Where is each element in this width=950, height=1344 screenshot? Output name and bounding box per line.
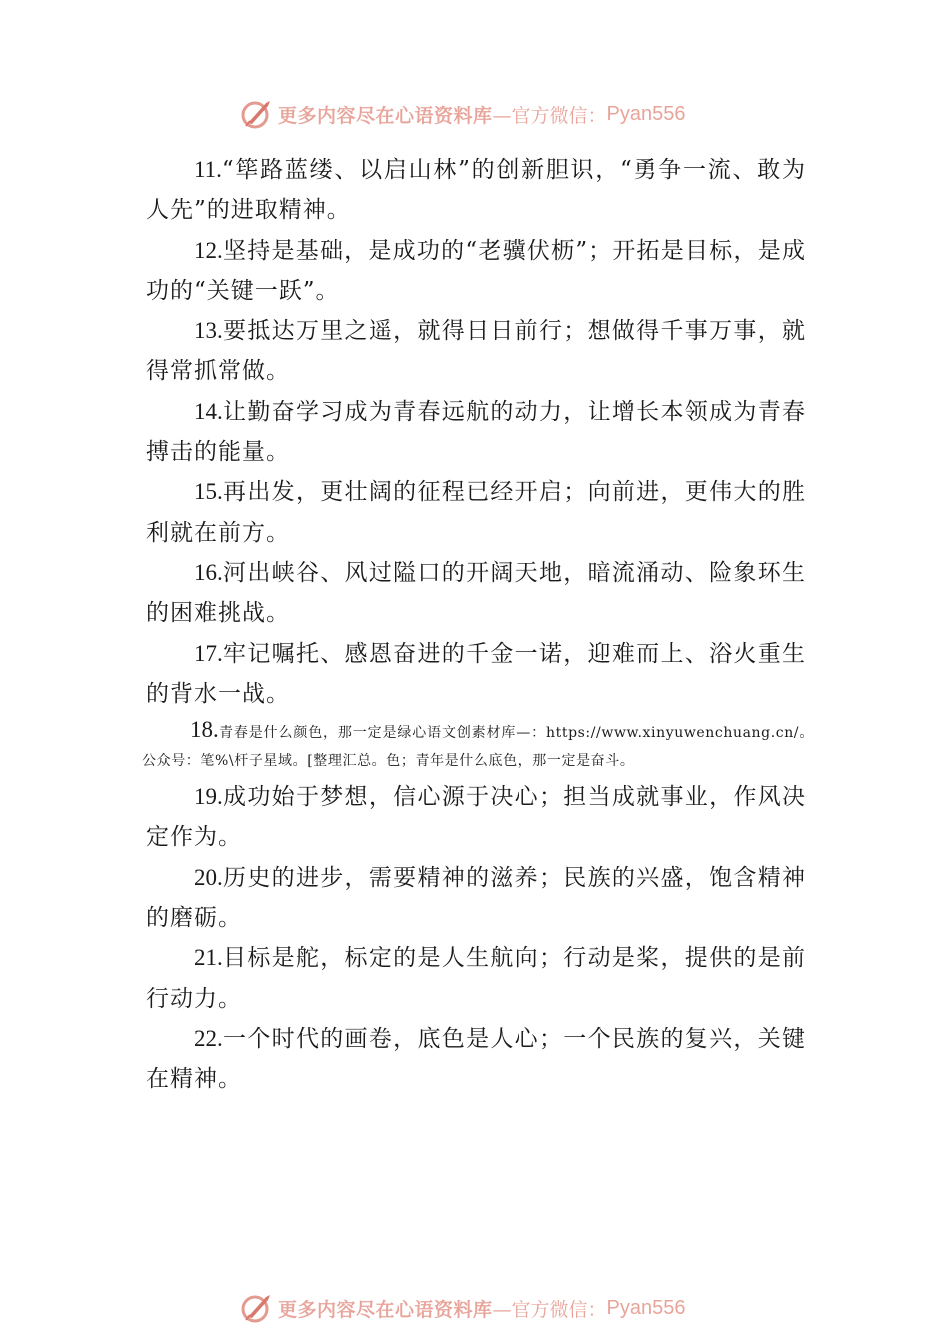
header-wechat-id: Pyan556 xyxy=(606,102,686,125)
feather-pen-logo-icon xyxy=(240,1291,274,1325)
list-item-watermark: 18.青春是什么颜色，那一定是绿心语文创素材库—：https://www.xinyuwenchuang.cn/。公众号：笔%\杆子星域。[整理汇总。色；青年是什么底色，那一定是奋斗。 xyxy=(142,717,814,770)
document-body xyxy=(142,150,814,1100)
list-item: 13.要抵达万里之遥，就得日日前行；想做得千事万事，就得常抓常做。 xyxy=(146,318,806,385)
list-item: 12.坚持是基础，是成功的“老骥伏枥”；开拓是目标，是成功的“关键一跃”。 xyxy=(146,237,806,304)
list-item: 20.历史的进步，需要精神的滋养；民族的兴盛，饱含精神的磨砺。 xyxy=(146,864,806,932)
list-item: 11.“筚路蓝缕、以启山林”的创新胆识，“勇争一流、敢为人先”的进取精神。 xyxy=(146,157,806,224)
list-item: 19.成功始于梦想，信心源于决心；担当成就事业，作风决定作为。 xyxy=(146,784,806,851)
list-item: 21.目标是舵，标定的是人生航向；行动是桨，提供的是前行动力。 xyxy=(146,945,806,1012)
list-item: 16.河出峡谷、风过隘口的开阔天地，暗流涌动、险象环生的困难挑战。 xyxy=(146,559,806,627)
header-separator: —官方微信： xyxy=(492,104,607,127)
list-item: 22.一个时代的画卷，底色是人心；一个民族的复兴，关键在精神。 xyxy=(146,1025,806,1093)
footer-separator: —官方微信： xyxy=(492,1298,607,1321)
header-text: 更多内容尽在心语资料库 xyxy=(278,104,493,127)
list-item: 17.牢记嘱托、感恩奋进的千金一诺，迎难而上、浴火重生的背水一战。 xyxy=(146,640,806,707)
footer-banner xyxy=(240,1290,730,1326)
feather-pen-logo-icon xyxy=(240,97,274,131)
footer-text: 更多内容尽在心语资料库 xyxy=(278,1298,493,1321)
header-banner xyxy=(240,96,730,132)
list-item: 14.让勤奋学习成为青春远航的动力，让增长本领成为青春搏击的能量。 xyxy=(146,398,806,466)
list-item: 15.再出发，更壮阔的征程已经开启；向前进，更伟大的胜利就在前方。 xyxy=(146,479,806,546)
footer-wechat-id: Pyan556 xyxy=(606,1296,686,1319)
